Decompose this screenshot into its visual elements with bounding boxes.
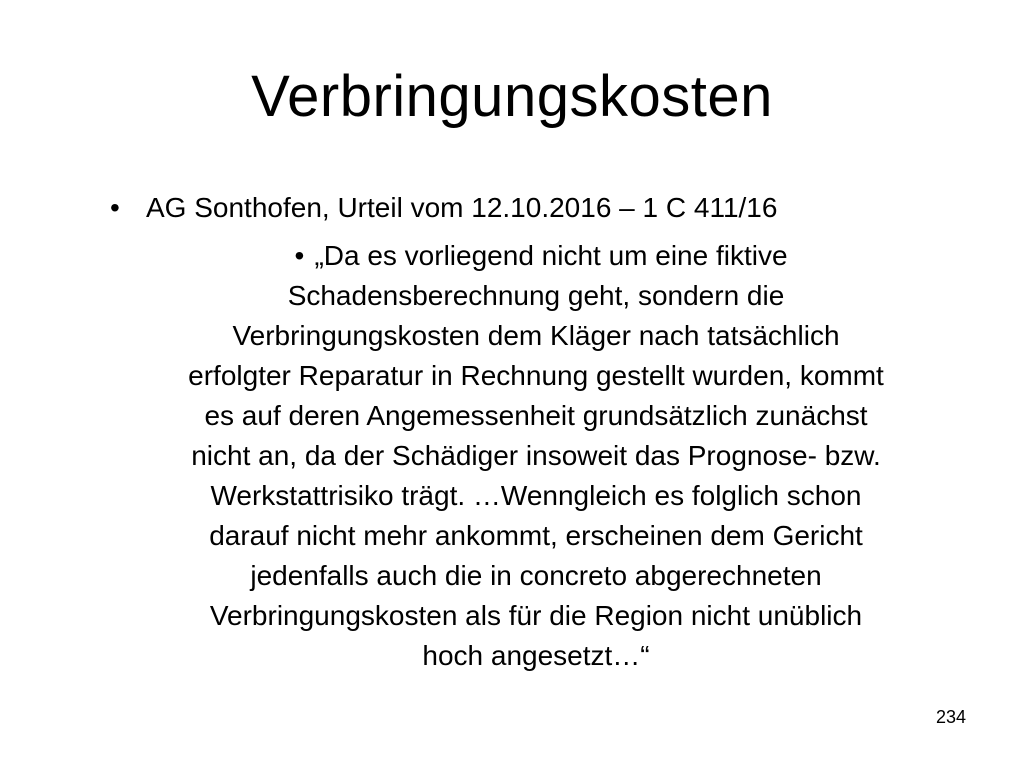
quote-line: Werkstattrisiko trägt. …Wenngleich es folglich schon bbox=[210, 480, 862, 511]
bullet-marker: • bbox=[110, 192, 120, 223]
quote-line: nicht an, da der Schädiger insoweit das Prognose- bzw. bbox=[191, 440, 881, 471]
slide-title: Verbringungskosten bbox=[251, 64, 773, 129]
quote-line: darauf nicht mehr ankommt, erscheinen dem Gericht bbox=[209, 520, 863, 551]
quote-line: Verbringungskosten als für die Region nicht unüblich bbox=[209, 600, 863, 631]
quote-line: • „Da es vorliegend nicht um eine fiktive bbox=[96, 236, 976, 276]
quote-line: hoch angesetzt…“ bbox=[422, 640, 650, 671]
citation-bullet bbox=[110, 188, 970, 228]
page-number: 234 bbox=[935, 707, 966, 727]
quote-line: es auf deren Angemessenheit grundsätzlich zunächst bbox=[204, 400, 868, 431]
quote-line: Schadensberechnung geht, sondern die bbox=[287, 280, 785, 311]
quote-line: jedenfalls auch die in concreto abgerechneten bbox=[250, 560, 822, 591]
quote-bullet bbox=[96, 236, 976, 676]
citation-text: AG Sonthofen, Urteil vom 12.10.2016 – 1 C 411/16 bbox=[146, 192, 778, 223]
quote-line: erfolgter Reparatur in Rechnung gestellt wurden, kommt bbox=[188, 360, 884, 391]
quote-line: Verbringungskosten dem Kläger nach tatsächlich bbox=[232, 320, 840, 351]
bullet-marker: • bbox=[294, 240, 305, 271]
